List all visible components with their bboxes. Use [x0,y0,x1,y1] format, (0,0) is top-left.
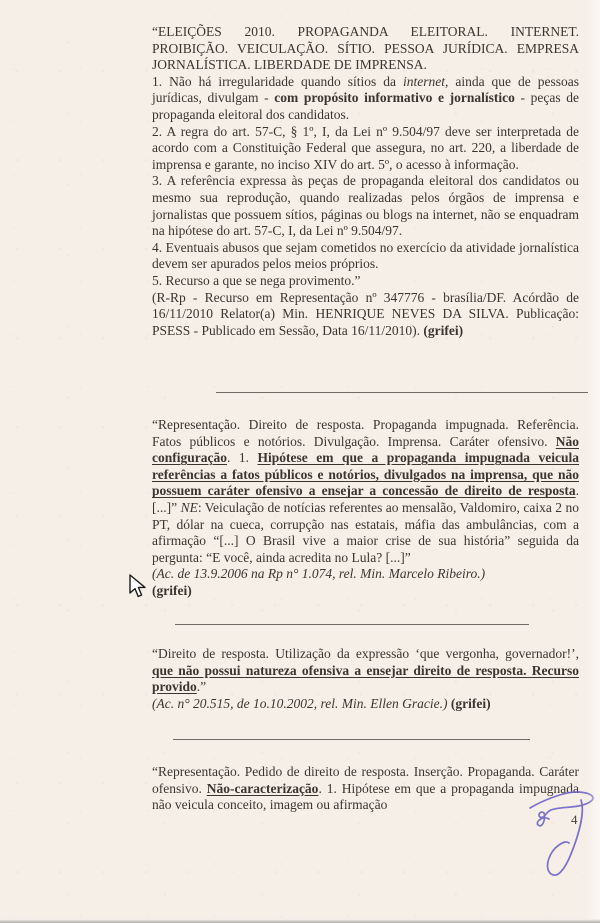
grifei-label: (grifei) [450,695,491,711]
citation-text: (R-Rp - Recurso em Representação nº 347776 - brasília/DF. Acórdão de 16/11/2010 Relator(a) Min. HENRIQUE NEVES DA SILVA. Publicação: PSESS - Publicado em Sessão, Data 16/11/2010). [152,289,579,338]
quote3-citation [152,696,579,713]
text-segment: . [...]” [152,483,579,515]
quote1-heading: “ELEIÇÕES 2010. PROPAGANDA ELEITORAL. INTERNET. PROIBIÇÃO. VEICULAÇÃO. SÍTIO. PESSOA JURÍDICA. EMPRESA JORNALÍSTICA. LIBERDADE DE IMPRENSA. [152,24,579,73]
scan-right-edge [586,0,600,923]
quote1-item-3: 3. A referência expressa às peças de propaganda eleitoral dos candidatos ou mesmo sua reprodução, quando realizadas pelos órgãos de imprensa e jornalistas que possuem sítios, páginas ou blogs na internet, não se enquadram na hipótese do art. 57-C, I, da Lei nº 9.504/97. [152,173,579,239]
underlined-bold-segment: Não configuração [152,433,579,466]
underlined-bold-segment: que não possui natureza ofensiva a ensejar direito de resposta. Recurso provido [152,662,579,695]
citation-text: (Ac. de 13.9.2006 na Rp n° 1.074, rel. Min. Marcelo Ribeiro.) [152,566,486,582]
text-segment: .” [196,679,207,695]
underlined-bold-segment: Não-caracterização [206,780,319,796]
quote1-item-5: 5. Recurso a que se nega provimento.” [152,272,361,288]
text-segment: , ainda que de pessoas jurídicas, divulgam - [152,73,580,106]
quote4-paragraph [152,764,579,814]
text-segment: . 1. [227,450,258,466]
section-divider-3 [173,739,530,740]
bold-segment: com propósito informativo e jornalístico [274,90,515,106]
quote1-citation [152,290,579,340]
quote-block-representacao-insercao [152,764,579,814]
text-segment: - peças de propaganda eleitoral dos candidatos. [152,90,579,122]
quote2-citation [152,566,579,599]
citation-text: (Ac. n° 20.515, de 1o.10.2002, rel. Min. Ellen Gracie.) [152,695,451,711]
text-segment: : Veiculação de notícias referentes ao mensalão, Valdomiro, caixa 2 no PT, dólar na cueca, corrupção nas estatais, máfia das ambulâncias, com a afirmação “[...] O Brasil vive a maior crise de sua história” seguida da pergunta: “E você, ainda acredita no Lula? [...]” [152,499,579,565]
italic-term-internet: internet [402,73,445,89]
text-segment: . 1. Hipótese em que a propaganda impugnada não veicula conceito, imagem ou afirmação [152,780,579,813]
quote1-item-2: 2. A regra do art. 57-C, § 1º, I, da Lei nº 9.504/97 deve ser interpretada de acordo com a Constituição Federal que assegura, no art. 220, a liberdade de imprensa e garante, no inciso XIV do art. 5º, o acesso à informação. [152,123,579,172]
underlined-bold-segment: Hipótese em que a propaganda impugnada veicula referências a fatos públicos e notórios, divulgados na imprensa, que não possuem caráter ofensivo a ensejar a concessão de direito de resposta [152,450,580,499]
text-segment: 1. Não há irregularidade quando sítios da [152,73,403,89]
quote1-item-1 [152,74,579,124]
scan-bottom-edge [0,919,600,923]
arrow-cursor-icon [128,574,148,600]
grifei-label: (grifei) [152,582,192,598]
quote-block-elections-2010 [152,24,579,339]
text-segment: “Representação. Pedido de direito de resposta. Inserção. Propaganda. Caráter ofensivo. [152,764,579,796]
grifei-label: (grifei) [423,322,464,338]
section-divider-2 [175,624,529,625]
quote1-item-4: 4. Eventuais abusos que sejam cometidos no exercício da atividade jornalística devem ser apurados pelos meios próprios. [152,239,579,272]
section-divider-1 [216,392,588,393]
quote-block-direito-resposta-2 [152,646,579,712]
text-segment: “Representação. Direito de resposta. Propaganda impugnada. Referência. Fatos públicos e notórios. Divulgação. Imprensa. Caráter ofensivo. [152,417,579,449]
italic-abbrev-ne: NE [180,499,198,515]
page-number: 4 [571,812,578,827]
text-segment: “Direito de resposta. Utilização da expressão ‘que vergonha, governador!’, [152,646,579,661]
quote-block-direito-resposta-1 [152,417,579,600]
quote3-paragraph [152,646,579,696]
quote2-paragraph [152,417,579,566]
